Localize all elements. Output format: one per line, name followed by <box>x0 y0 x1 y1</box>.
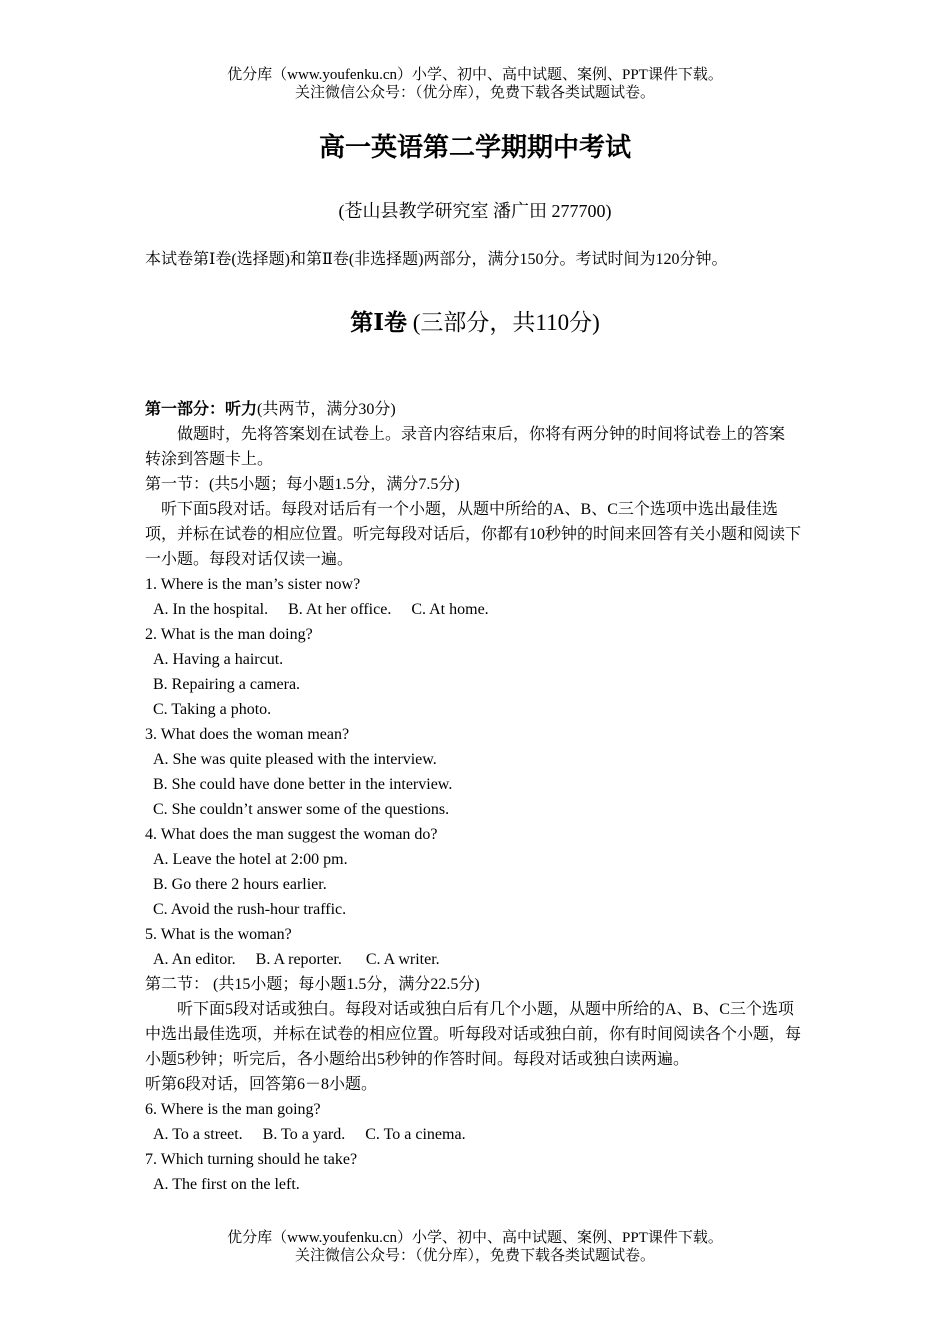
question-3-option-b: B. She could have done better in the interview. <box>153 776 453 793</box>
part-heading-bold: 第Ⅰ卷 <box>350 310 408 335</box>
exam-title: 高一英语第二学期期中考试 <box>318 133 631 162</box>
footer-watermark-line-2: 关注微信公众号：（优分库），免费下载各类试题试卷。 <box>294 1248 655 1264</box>
subsection-2-title: 第二节： (共15小题；每小题1.5分，满分22.5分) <box>145 976 480 993</box>
watermark-line-2: 关注微信公众号：（优分库），免费下载各类试题试卷。 <box>294 85 655 101</box>
section-heading <box>145 397 807 422</box>
instruction-paragraph: 做题时，先将答案划在试卷上。录音内容结束后，你将有两分钟的时间将试卷上的答案 <box>177 426 786 443</box>
page-footer-watermark <box>0 1229 950 1265</box>
section-heading-rest: (共两节，满分30分) <box>257 401 396 418</box>
question-5-options: A. An editor. B. A reporter. C. A writer. <box>153 951 440 968</box>
question-2: 2. What is the man doing? <box>145 626 313 643</box>
part-heading-rest: (三部分，共110分) <box>407 310 600 335</box>
footer-watermark-line-1: 优分库（www.youfenku.cn）小学、初中、高中试题、案例、PPT课件下载。 <box>227 1230 723 1246</box>
question-4: 4. What does the man suggest the woman do? <box>145 826 438 843</box>
question-7: 7. Which turning should he take? <box>145 1151 358 1168</box>
question-3-option-c: C. She couldn’t answer some of the questions. <box>153 801 450 818</box>
question-6-options: A. To a street. B. To a yard. C. To a cinema. <box>153 1126 466 1143</box>
question-1: 1. Where is the man’s sister now? <box>145 576 361 593</box>
question-1-options: A. In the hospital. B. At her office. C. At home. <box>153 601 489 618</box>
exam-author: (苍山县教学研究室 潘广田 277700) <box>338 201 612 221</box>
watermark-line-1: 优分库（www.youfenku.cn）小学、初中、高中试题、案例、PPT课件下载。 <box>227 67 723 83</box>
question-3: 3. What does the woman mean? <box>145 726 350 743</box>
subsection-2-note: 听第6段对话，回答第6－8小题。 <box>145 1076 378 1093</box>
subsection-1-title: 第一节：(共5小题；每小题1.5分，满分7.5分) <box>145 476 460 493</box>
instruction-continued: 转涂到答题卡上。 <box>145 451 274 468</box>
question-3-option-a: A. She was quite pleased with the interview. <box>153 751 437 768</box>
question-7-option-a: A. The first on the left. <box>153 1176 300 1193</box>
question-4-option-b: B. Go there 2 hours earlier. <box>153 876 327 893</box>
exam-intro: 本试卷第Ⅰ卷(选择题)和第Ⅱ卷(非选择题)两部分，满分150分。考试时间为120分钟。 <box>145 251 728 268</box>
page-header-watermark <box>0 66 950 102</box>
subsection-2-description: 听下面5段对话或独白。每段对话或独白后有几个小题，从题中所给的A、B、C三个选项中选出最佳选项，并标在试卷的相应位置。听每段对话或独白前，你有时间阅读各个小题，每小题5秒钟；听完后，各小题给出5秒钟的作答时间。每段对话或独白读两遍。 <box>145 1001 802 1068</box>
question-2-option-a: A. Having a haircut. <box>153 651 284 668</box>
question-5: 5. What is the woman? <box>145 926 292 943</box>
question-4-option-a: A. Leave the hotel at 2:00 pm. <box>153 851 348 868</box>
question-4-option-c: C. Avoid the rush-hour traffic. <box>153 901 347 918</box>
section-heading-bold: 第一部分：听力 <box>145 401 258 418</box>
part-heading <box>0 307 950 339</box>
exam-body <box>145 397 807 1197</box>
subsection-1-description: 听下面5段对话。每段对话后有一个小题，从题中所给的A、B、C三个选项中选出最佳选项，并标在试卷的相应位置。听完每段对话后，你都有10秒钟的时间来回答有关小题和阅读下一小题。每段对话仅读一遍。 <box>145 501 802 568</box>
question-2-option-c: C. Taking a photo. <box>153 701 272 718</box>
question-2-option-b: B. Repairing a camera. <box>153 676 301 693</box>
question-6: 6. Where is the man going? <box>145 1101 321 1118</box>
